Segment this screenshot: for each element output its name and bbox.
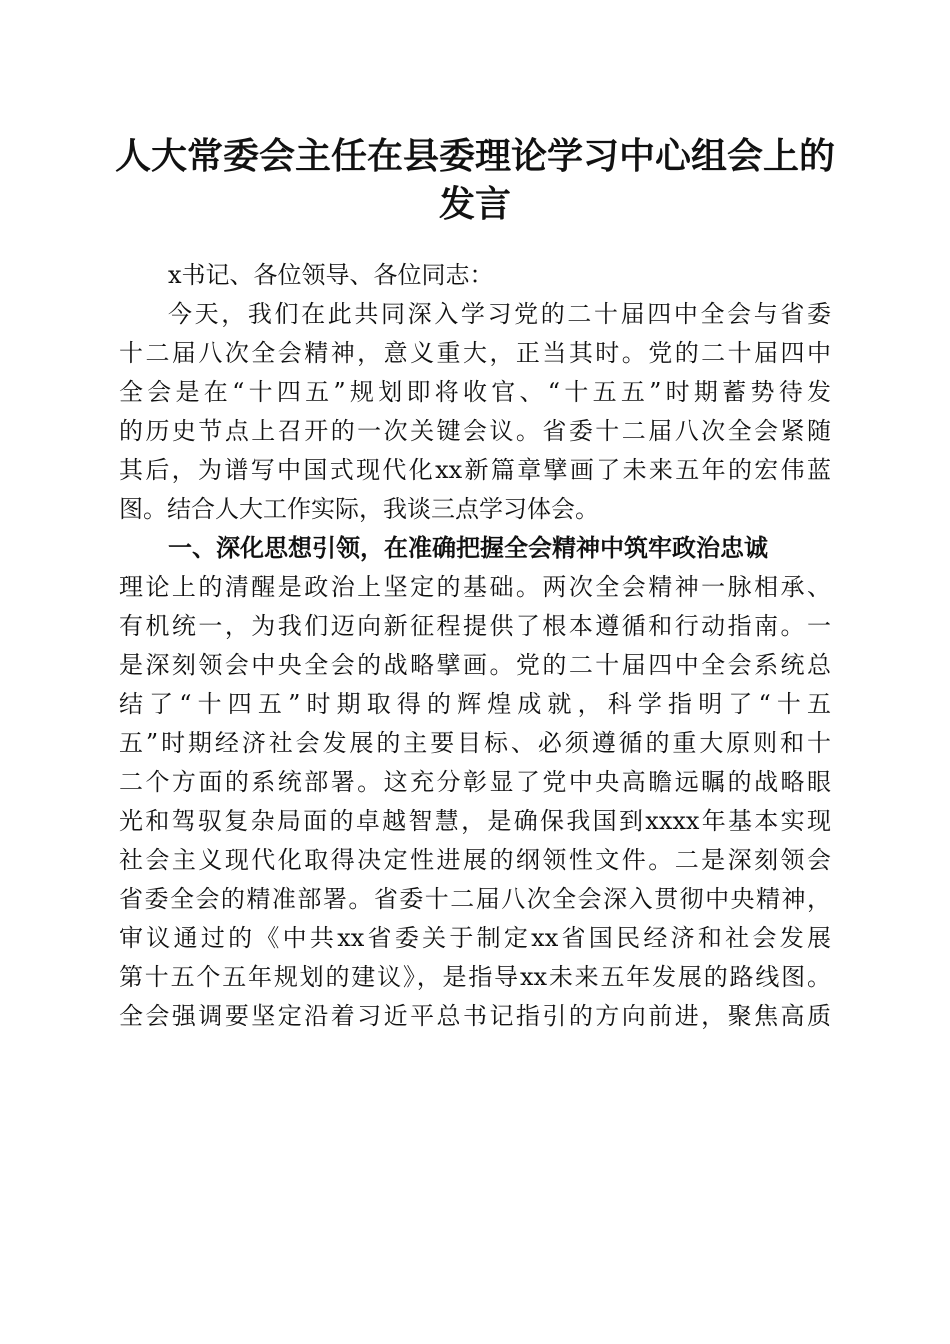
paragraph-line: 省委全会的精准部署。省委十二届八次全会深入贯彻中央精神， (119, 885, 831, 913)
paragraph-line: 五”时期经济社会发展的主要目标、必须遵循的重大原则和十 (119, 729, 831, 757)
paragraph-line: 全会强调要坚定沿着习近平总书记指引的方向前进，聚焦高质 (119, 1002, 831, 1030)
paragraph-line: 十二届八次全会精神，意义重大，正当其时。党的二十届四中 (119, 339, 831, 367)
paragraph-line: 其后，为谱写中国式现代化xx新篇章擘画了未来五年的宏伟蓝 (119, 456, 831, 484)
paragraph-line: 社会主义现代化取得决定性进展的纲领性文件。二是深刻领会 (119, 846, 831, 874)
section-heading-1: 一、深化思想引领，在准确把握全会精神中筑牢政治忠诚 (168, 534, 768, 562)
title-line-2: 发言 (438, 183, 511, 225)
paragraph-line: 审议通过的《中共xx省委关于制定xx省国民经济和社会发展 (119, 924, 831, 952)
paragraph-line: 是深刻领会中央全会的战略擘画。党的二十届四中全会系统总 (119, 651, 831, 679)
salutation: x书记、各位领导、各位同志： (168, 261, 494, 289)
paragraph-line: 图。结合人大工作实际，我谈三点学习体会。 (119, 495, 599, 523)
paragraph-2 (119, 568, 831, 1036)
paragraph-1 (119, 295, 831, 529)
paragraph-line: 有机统一，为我们迈向新征程提供了根本遵循和行动指南。一 (119, 612, 831, 640)
paragraph-line: 二个方面的系统部署。这充分彰显了党中央高瞻远瞩的战略眼 (119, 768, 831, 796)
title-line-1: 人大常委会主任在县委理论学习中心组会上的 (114, 135, 835, 177)
paragraph-line: 今天，我们在此共同深入学习党的二十届四中全会与省委 (168, 300, 831, 328)
paragraph-line: 第十五个五年规划的建议》，是指导xx未来五年发展的路线图。 (119, 963, 831, 991)
paragraph-line: 光和驾驭复杂局面的卓越智慧，是确保我国到xxxx年基本实现 (119, 807, 831, 835)
document-body (119, 256, 831, 1036)
paragraph-line: 全会是在“十四五”规划即将收官、“十五五”时期蓄势待发 (119, 378, 831, 406)
paragraph-line: 理论上的清醒是政治上坚定的基础。两次全会精神一脉相承、 (119, 573, 831, 601)
paragraph-line: 结了“十四五”时期取得的辉煌成就，科学指明了“十五 (119, 690, 831, 718)
document-title (100, 132, 850, 228)
paragraph-line: 的历史节点上召开的一次关键会议。省委十二届八次全会紧随 (119, 417, 831, 445)
